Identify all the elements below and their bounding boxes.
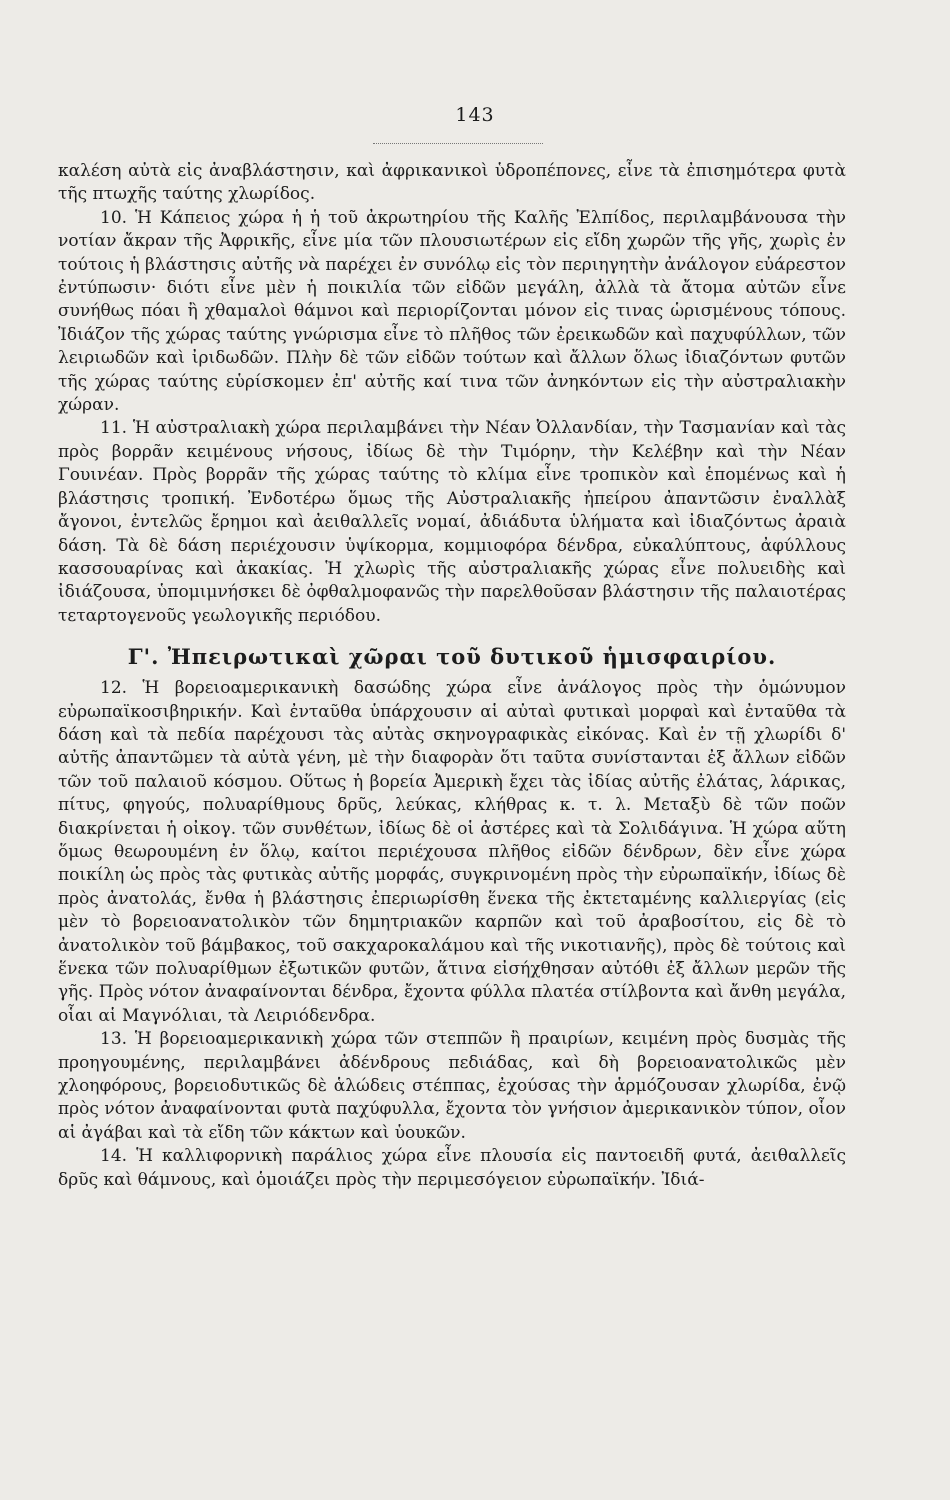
paragraph-14-californian-coast: 14. Ἡ καλλιφορνικὴ παράλιος χώρα εἶνε πλουσία εἰς παντοειδῆ φυτά, ἀειθαλλεῖς δρῦς καὶ θάμνους, καὶ ὁμοιάζει πρὸς τὴν περιμεσόγειον εὐρωπαϊκήν. Ἰδιά-: [58, 1146, 846, 1190]
section-heading: Γ'. Ἠπειρωτικαὶ χῶραι τοῦ δυτικοῦ ἡμισφαιρίου.: [127, 644, 777, 670]
paragraph-11-australian-region: 11. Ἡ αὐστραλιακὴ χώρα περιλαμβάνει τὴν Νέαν Ὀλλανδίαν, τὴν Τασμανίαν καὶ τὰς πρὸς βορρᾶν κειμένους νήσους, ἰδίως δὲ τὴν Τιμόρην, τὴν Κελέβην καὶ τὴν Νέαν Γουινέαν. Πρὸς βορρᾶν τῆς χώρας ταύτης τὸ κλίμα εἶνε τροπικὸν καὶ ἑπομένως καὶ ἡ βλάστησις τροπική. Ἐνδοτέρω ὅμως τῆς Αὐστραλιακῆς ἠπείρου ἀπαντῶσιν ἐναλλὰξ ἄγονοι, ἐντελῶς ἔρημοι καὶ ἀειθαλλεῖς νομαί, ἀδιάδυτα ὑλήματα καὶ ἰδιαζόντως ἀραιὰ δάση. Τὰ δὲ δάση περιέχουσιν ὑψίκορμα, κομμιοφόρα δένδρα, εὐκαλύπτους, ἀφύλλους κασσουαρίνας καὶ ἀκακίας. Ἡ χλωρὶς τῆς αὐστραλιακῆς χώρας εἶνε πολυειδὴς καὶ ἰδιάζουσα, ὑπομιμνήσκει δὲ ὀφθαλμοφανῶς τὴν παρελθοῦσαν βλάστησιν τῆς παλαιοτέρας τεταρτογενοῦς γεωλογικῆς περιόδου.: [58, 418, 846, 626]
header-rule: [373, 143, 543, 144]
paragraph-continuation: καλέση αὐτὰ εἰς ἀναβλάστησιν, καὶ ἀφρικανικοὶ ὑδροπέπονες, εἶνε τὰ ἐπισημότερα φυτὰ τῆς πτωχῆς ταύτης χλωρίδος.: [58, 161, 846, 205]
body-text: [58, 160, 846, 1192]
paragraph-13-prairies: 13. Ἡ βορειοαμερικανικὴ χώρα τῶν στεππῶν ἢ πραιρίων, κειμένη πρὸς δυσμὰς τῆς προηγουμένης, περιλαμβάνει ἀδένδρους πεδιάδας, καὶ δὴ βορειοανατολικῶς μὲν χλοηφόρους, βορειοδυτικῶς δὲ ἁλώδεις στέππας, ἐχούσας τὴν ἁρμόζουσαν χλωρίδα, ἐνῷ πρὸς νότον ἀναφαίνονται φυτὰ παχύφυλλα, ἔχοντα τὸν γνήσιον ἀμερικανικὸν τύπον, οἷον αἱ ἀγάβαι καὶ τὰ εἴδη τῶν κάκτων καὶ ὑουκῶν.: [58, 1029, 846, 1143]
page-number: 143: [455, 104, 495, 126]
paragraph-12-north-american-forest: 12. Ἡ βορειοαμερικανικὴ δασώδης χώρα εἶνε ἀνάλογος πρὸς τὴν ὁμώνυμον εὐρωπαϊκοσιβηρικήν. Καὶ ἐνταῦθα ὑπάρχουσιν αἱ αὐταὶ φυτικαὶ μορφαὶ καὶ ἐνταῦθα τὰ δάση καὶ τὰ πεδία παρέχουσι τὰς αὐτὰς σκηνογραφικὰς εἰκόνας. Καὶ ἐν τῇ χλωρίδι δ' αὐτῆς ἀπαντῶμεν τὰ αὐτὰ γένη, μὲ τὴν διαφορὰν ὅτι ταῦτα συνίστανται ἐξ ἄλλων εἰδῶν τῶν τοῦ παλαιοῦ κόσμου. Οὕτως ἡ βορεία Ἀμερικὴ ἔχει τὰς ἰδίας αὐτῆς ἐλάτας, λάρικας, πίτυς, φηγούς, πολυαρίθμους δρῦς, λεύκας, κλήθρας κ. τ. λ. Μεταξὺ δὲ τῶν ποῶν διακρίνεται ἡ οἰκογ. τῶν συνθέτων, ἰδίως δὲ οἱ ἀστέρες καὶ τὰ Σολιδάγινα. Ἡ χώρα αὕτη ὅμως θεωρουμένη ἐν ὅλῳ, καίτοι περιέχουσα πλῆθος εἰδῶν δένδρων, δὲν εἶνε χώρα ποικίλη ὡς πρὸς τὰς φυτικὰς αὐτῆς μορφάς, συγκρινομένη πρὸς τὴν εὐρωπαϊκήν, ἰδίως δὲ πρὸς ἀνατολάς, ἔνθα ἡ βλάστησις ἐπεριωρίσθη ἕνεκα τῆς ἐκτεταμένης καλλιεργίας (εἰς μὲν τὸ βορειοανατολικὸν τῶν δημητριακῶν καρπῶν καὶ τοῦ ἀραβοσίτου, εἰς δὲ τὸ ἀνατολικὸν τοῦ βάμβακος, τοῦ σακχαροκαλάμου καὶ τῆς νικοτιανῆς), πρὸς δὲ τούτοις καὶ ἕνεκα τῶν πολυαρίθμων ἐξωτικῶν φυτῶν, ἅτινα εἰσήχθησαν αὐτόθι ἐξ ἄλλων μερῶν τῆς γῆς. Πρὸς νότον ἀναφαίνονται δένδρα, ἔχοντα φύλλα πλατέα στίλβοντα καὶ ἄνθη μεγάλα, οἷαι αἱ Μαγνόλιαι, τὰ Λειριόδενδρα.: [58, 678, 846, 1026]
paragraph-10-cape-region: 10. Ἡ Κάπειος χώρα ἡ ἡ τοῦ ἀκρωτηρίου τῆς Καλῆς Ἐλπίδος, περιλαμβάνουσα τὴν νοτίαν ἄκραν τῆς Ἀφρικῆς, εἶνε μία τῶν πλουσιωτέρων εἰς εἴδη χωρῶν τῆς γῆς, χωρὶς ἐν τούτοις ἡ βλάστησις αὐτῆς νὰ παρέχει ἐν συνόλῳ εἰς τὸν περιηγητὴν ἀνάλογον εὐάρεστον ἐντύπωσιν· διότι εἶνε μὲν ἡ ποικιλία τῶν εἰδῶν μεγάλη, ἀλλὰ τὰ ἄτομα αὐτῶν εἶνε συνήθως πόαι ἢ χθαμαλοὶ θάμνοι καὶ περιορίζονται μόνον εἰς τινας ὡρισμένους τόπους. Ἰδιάζον τῆς χώρας ταύτης γνώρισμα εἶνε τὸ πλῆθος τῶν ἐρεικωδῶν καὶ παχυφύλλων, τῶν λειριωδῶν καὶ ἰριδωδῶν. Πλὴν δὲ τῶν εἰδῶν τούτων καὶ ἄλλων ὅλως ἰδιαζόντων φυτῶν τῆς χώρας ταύτης εὑρίσκομεν ἐπ' αὐτῆς καί τινα τῶν ἀνηκόντων εἰς τὴν αὐστραλιακὴν χώραν.: [58, 207, 846, 416]
